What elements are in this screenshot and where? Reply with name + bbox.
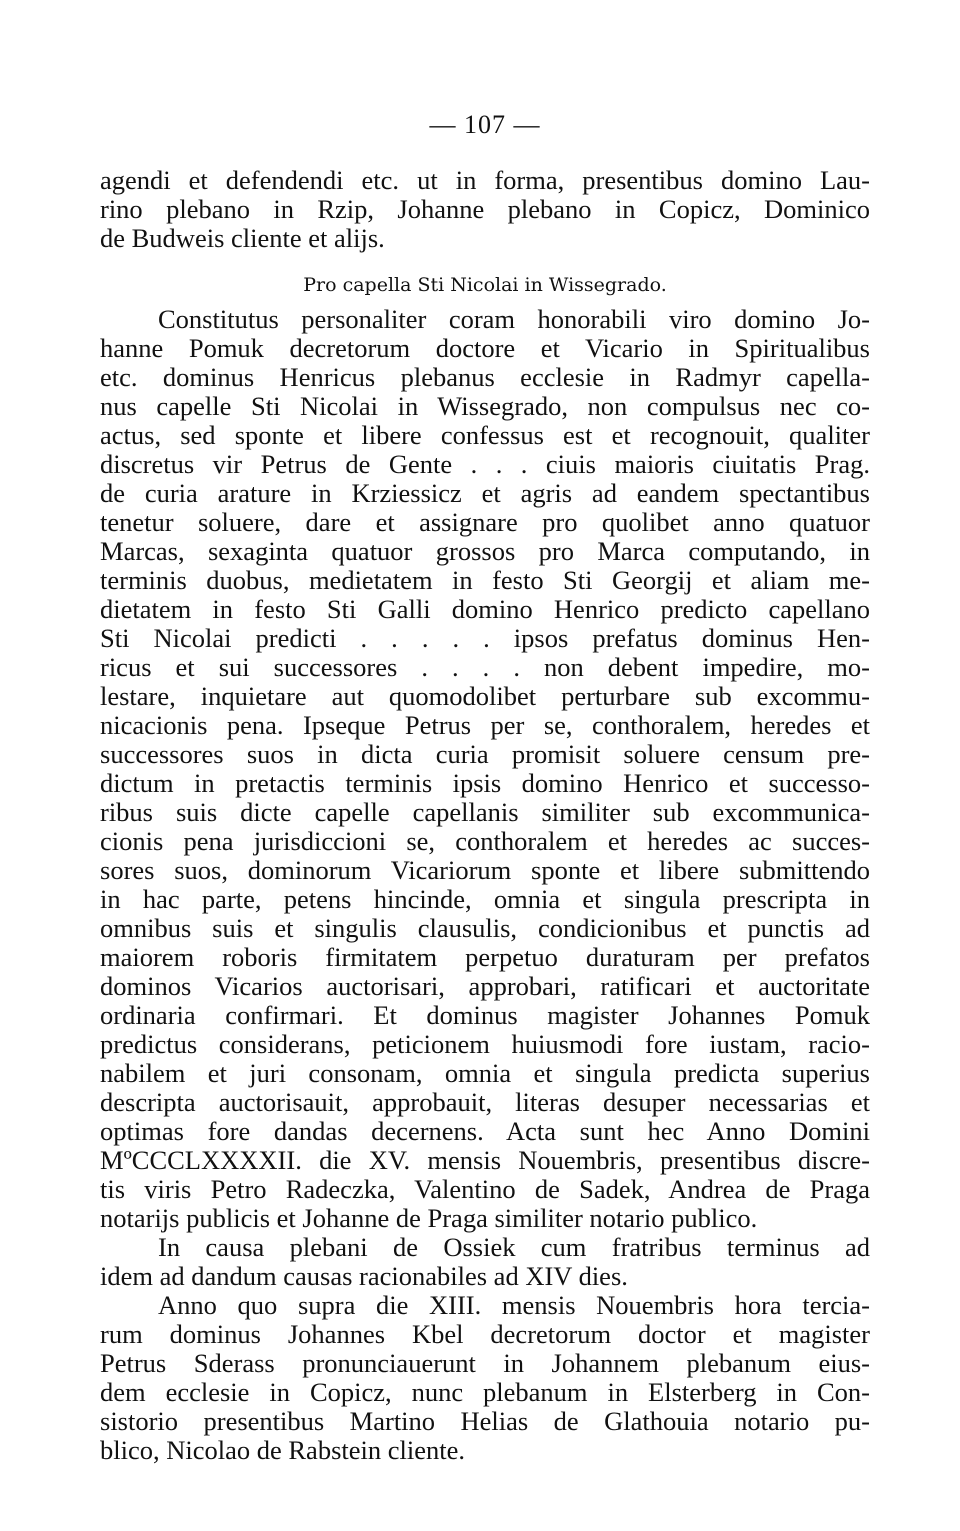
text-line: dominos Vicarios auctorisari, approbari, ratificari et auctoritate (100, 971, 870, 1001)
text-line: nicacionis pena. Ipseque Petrus per se, conthoralem, heredes et (100, 710, 870, 740)
text-line: sores suos, dominorum Vicariorum sponte et libere submittendo (100, 855, 870, 885)
text-line: In causa plebani de Ossiek cum fratribus terminus ad (158, 1232, 870, 1262)
text-line: MºCCCLXXXXII. die XV. mensis Nouembris, presentibus discre- (100, 1145, 870, 1175)
text-line: dietatem in festo Sti Galli domino Henrico predicto capellano (100, 594, 870, 624)
text-line: terminis duobus, medietatem in festo Sti Georgij et aliam me- (100, 565, 870, 595)
text-line: Petrus Sderass pronunciauerunt in Johannem plebanum eius- (100, 1348, 870, 1378)
text-line: nabilem et juri consonam, omnia et singula predicta superius (100, 1058, 870, 1088)
text-line: de Budweis cliente et alijs. (100, 223, 385, 253)
text-line: Anno quo supra die XIII. mensis Nouembris hora tercia- (158, 1290, 870, 1320)
text-line: Constitutus personaliter coram honorabili viro domino Jo- (158, 304, 870, 334)
text-line: ordinaria confirmari. Et dominus magister Johannes Pomuk (100, 1000, 870, 1030)
text-line: blico, Nicolao de Rabstein cliente. (100, 1435, 465, 1465)
text-line: omnibus suis et singulis clausulis, condicionibus et punctis ad (100, 913, 870, 943)
text-line: discretus vir Petrus de Gente . . . ciuis maioris ciuitatis Prag. (100, 449, 870, 479)
section-heading: Pro capella Sti Nicolai in Wissegrado. (303, 274, 667, 296)
text-line: nus capelle Sti Nicolai in Wissegrado, non compulsus nec co- (100, 391, 870, 421)
text-line: Sti Nicolai predicti . . . . . ipsos prefatus dominus Hen- (100, 623, 870, 653)
text-line: in hac parte, petens hincinde, omnia et singula prescripta in (100, 884, 870, 914)
text-line: agendi et defendendi etc. ut in forma, presentibus domino Lau- (100, 165, 870, 195)
text-line: Marcas, sexaginta quatuor grossos pro Marca computando, in (100, 536, 870, 566)
text-line: notarijs publicis et Johanne de Praga similiter notario publico. (100, 1203, 758, 1233)
text-line: dem ecclesie in Copicz, nunc plebanum in Elsterberg in Con- (100, 1377, 870, 1407)
page-number: — 107 — (429, 110, 541, 139)
text-line: maiorem roboris firmitatem perpetuo duraturam per prefatos (100, 942, 870, 972)
text-line: ribus suis dicte capelle capellanis similiter sub excommunica- (100, 797, 870, 827)
text-line: actus, sed sponte et libere confessus est et recognouit, qualiter (100, 420, 870, 450)
text-line: de curia arature in Krziessicz et agris ad eandem spectantibus (100, 478, 870, 508)
text-line: descripta auctorisauit, approbauit, literas desuper necessarias et (100, 1087, 870, 1117)
text-line: sistorio presentibus Martino Helias de Glathouia notario pu- (100, 1406, 870, 1436)
text-line: etc. dominus Henricus plebanus ecclesie in Radmyr capella- (100, 362, 870, 392)
text-line: ricus et sui successores . . . . non debent impedire, mo- (100, 652, 870, 682)
text-line: idem ad dandum causas racionabiles ad XIV dies. (100, 1261, 628, 1291)
text-line: rum dominus Johannes Kbel decretorum doctor et magister (100, 1319, 870, 1349)
text-line: successores suos in dicta curia promisit soluere censum pre- (100, 739, 870, 769)
text-line: optimas fore dandas decernens. Acta sunt hec Anno Domini (100, 1116, 870, 1146)
text-line: lestare, inquietare aut quomodolibet perturbare sub excommu- (100, 681, 870, 711)
text-line: tis viris Petro Radeczka, Valentino de Sadek, Andrea de Praga (100, 1174, 870, 1204)
document-page (100, 100, 870, 1500)
text-line: predictus considerans, peticionem huiusmodi fore iustam, racio- (100, 1029, 870, 1059)
text-line: dictum in pretactis terminis ipsis domino Henrico et successo- (100, 768, 870, 798)
text-line: tenetur soluere, dare et assignare pro quolibet anno quatuor (100, 507, 870, 537)
text-line: hanne Pomuk decretorum doctore et Vicario in Spiritualibus (100, 333, 870, 363)
text-line: rino plebano in Rzip, Johanne plebano in Copicz, Dominico (100, 194, 870, 224)
text-line: cionis pena jurisdiccioni se, conthoralem et heredes ac succes- (100, 826, 870, 856)
